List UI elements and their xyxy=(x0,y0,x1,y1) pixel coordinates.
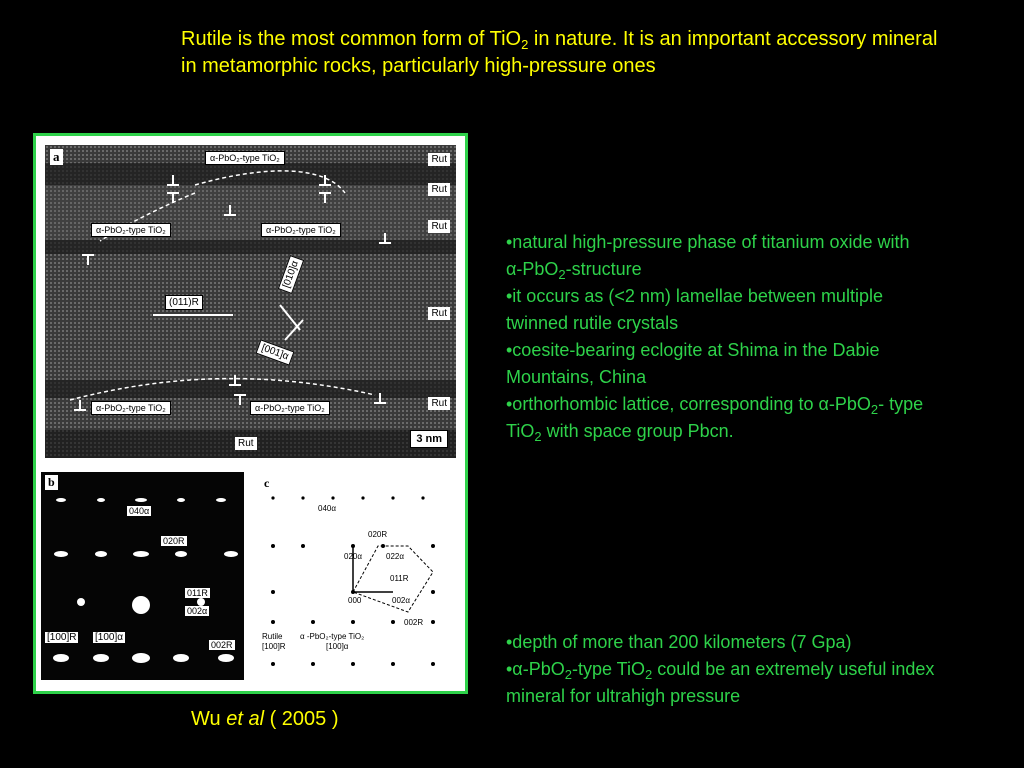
plane-label: (011)R xyxy=(165,295,203,310)
rut-label-bottom: Rut xyxy=(235,437,257,450)
index-label-000: 000 xyxy=(348,596,362,605)
panel-c-letter: c xyxy=(264,476,270,490)
index-label-011r: 011R xyxy=(390,574,409,583)
spot-label-002a: 002α xyxy=(187,606,208,616)
bullet-item: •depth of more than 200 kilometers (7 Gpa) xyxy=(506,632,852,652)
spot-label-020r: 020R xyxy=(163,536,185,546)
diffraction-pattern-panel xyxy=(41,472,244,680)
bullet-list-top xyxy=(506,229,926,445)
alpha-label-2: α-PbO₂-type TiO₂ xyxy=(91,223,171,237)
bullet-item: •α-PbO$_2$-type TiO$_2$ could be an extremely useful index mineral for ultrahigh pressure xyxy=(506,659,935,706)
index-label-002a: 002α xyxy=(392,596,410,605)
bullet-item: •coesite-bearing eclogite at Shima in the Dabie Mountains, China xyxy=(506,340,880,387)
index-label-022a: 022α xyxy=(386,552,404,561)
index-label-020r: 020R xyxy=(368,530,388,539)
citation: Wu et al ( 2005 ) xyxy=(191,708,339,730)
rut-label-3: Rut xyxy=(428,220,450,233)
spot-label-040a: 040α xyxy=(129,506,150,516)
indexed-schematic-panel xyxy=(258,472,452,682)
index-label-020a: 020α xyxy=(344,552,362,561)
panel-a-letter: a xyxy=(50,149,63,165)
rut-label-4: Rut xyxy=(428,307,450,320)
bullet-item: •orthorhombic lattice, corresponding to α-PbO$_2$- type TiO$_2$ with space group Pbcn. xyxy=(506,394,924,444)
index-label-002r: 002R xyxy=(404,618,424,627)
rut-label-2: Rut xyxy=(428,183,450,196)
legend-rutile: Rutile xyxy=(262,632,283,641)
hrtem-image-panel xyxy=(45,145,456,458)
zone-label-rutile: [100]R xyxy=(47,632,77,643)
slide-title: Rutile is the most common form of TiO$_2$ in nature. It is an important accessory mineral in metamorphic rocks, particularly high-pressure ones xyxy=(181,28,938,77)
alpha-label-1: α-PbO₂-type TiO₂ xyxy=(205,151,285,165)
legend-alpha-zone: [100]α xyxy=(326,642,349,651)
legend-rutile-zone: [100]R xyxy=(262,642,286,651)
scale-bar: 3 nm xyxy=(410,430,448,448)
spot-label-011r: 011R xyxy=(187,588,208,598)
spot-label-002r: 002R xyxy=(211,640,233,650)
alpha-label-4: α-PbO₂-type TiO₂ xyxy=(91,401,171,415)
direction-label-001: [001]α xyxy=(256,339,295,365)
bullet-item: •it occurs as (<2 nm) lamellae between multiple twinned rutile crystals xyxy=(506,286,883,333)
bullet-list-bottom xyxy=(506,629,956,710)
figure-frame xyxy=(33,133,468,694)
rut-label-1: Rut xyxy=(428,153,450,166)
zone-label-alpha: [100]α xyxy=(95,632,124,643)
legend-alpha: α -PbO₂-type TiO₂ xyxy=(300,632,365,641)
panel-b-letter: b xyxy=(45,475,58,490)
direction-label-010: [010]α xyxy=(278,255,304,294)
indexed-schematic xyxy=(258,472,452,682)
alpha-label-3: α-PbO₂-type TiO₂ xyxy=(261,223,341,237)
bullet-item: •natural high-pressure phase of titanium oxide with α-PbO$_2$-structure xyxy=(506,232,910,282)
rut-label-5: Rut xyxy=(428,397,450,410)
index-label-040a: 040α xyxy=(318,504,336,513)
alpha-label-5: α-PbO₂-type TiO₂ xyxy=(250,401,330,415)
